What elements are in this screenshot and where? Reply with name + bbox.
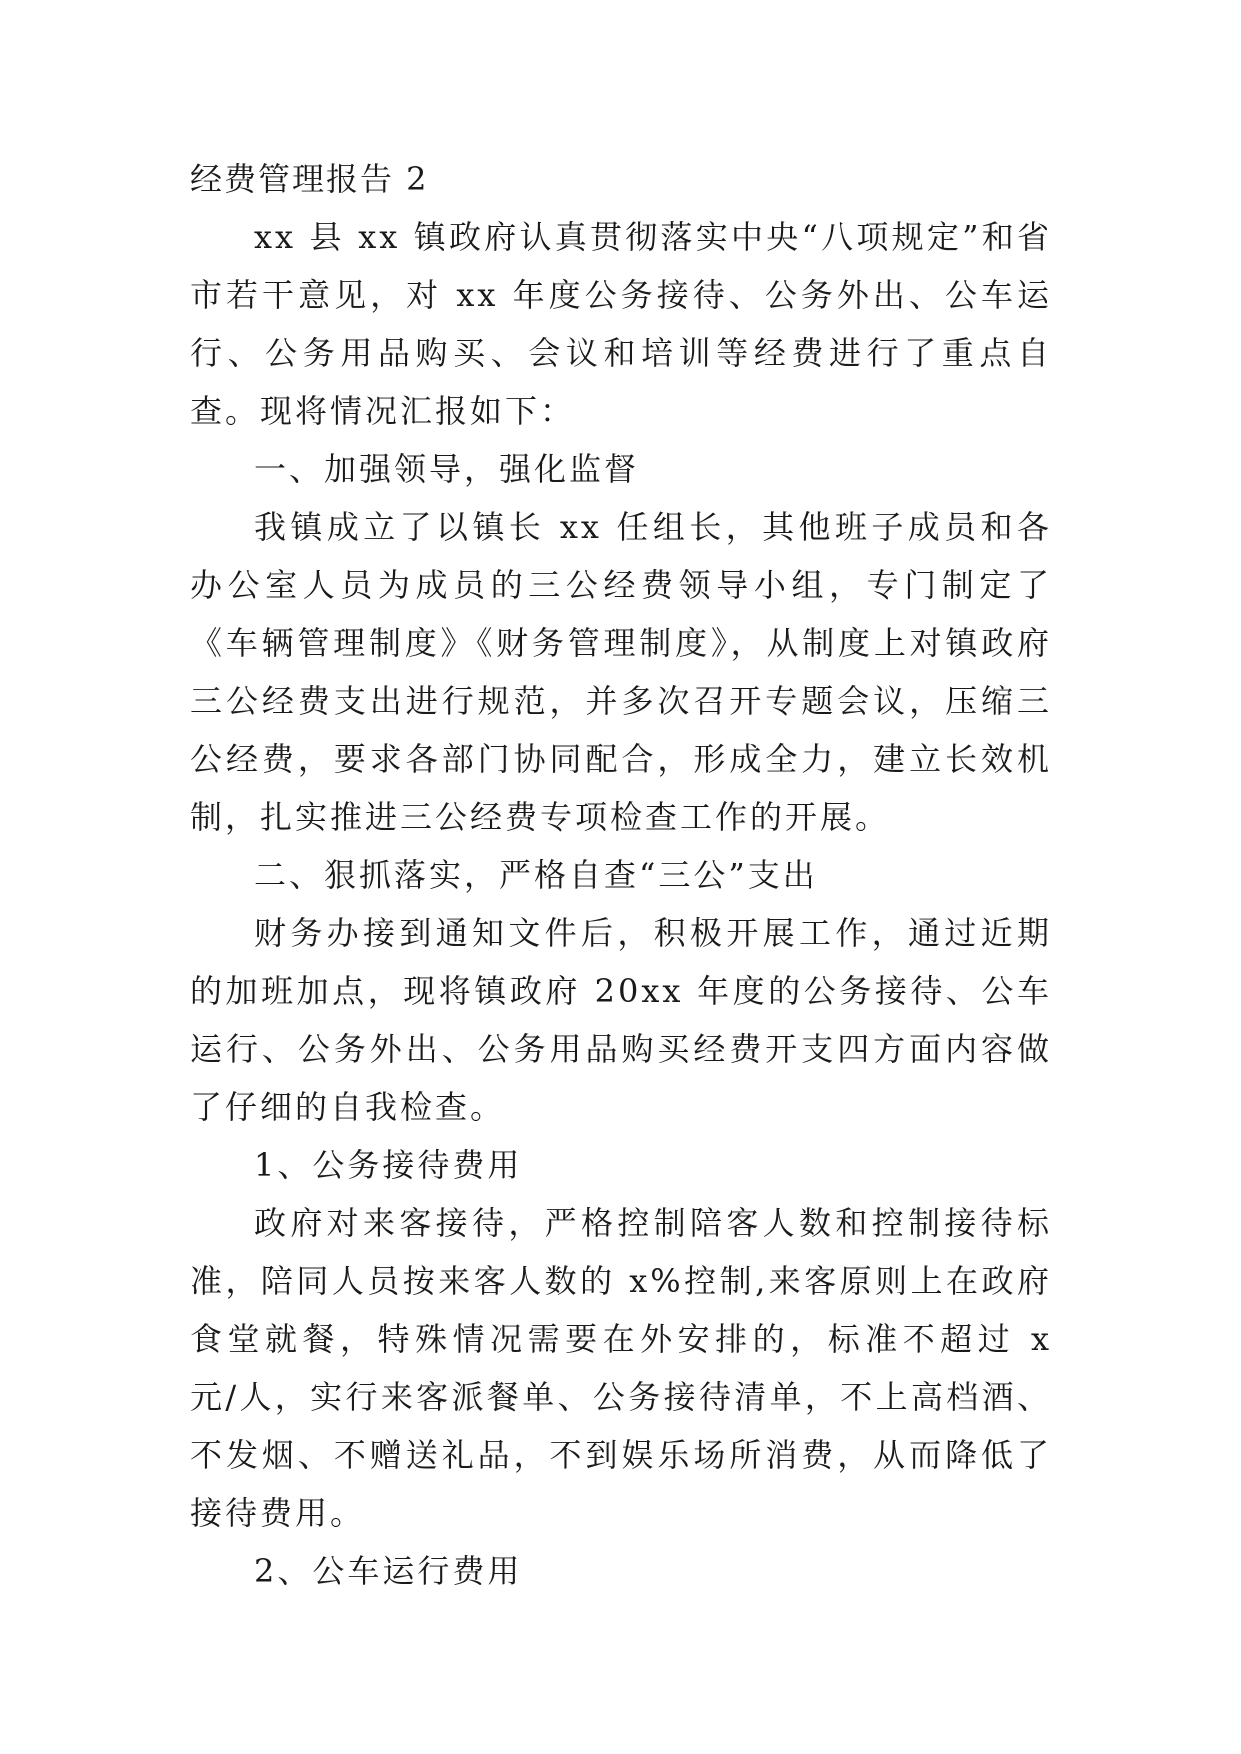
- document-page: [190, 150, 1052, 1600]
- document-title: 经费管理报告 2: [190, 160, 429, 198]
- paragraph-intro: xx 县 xx 镇政府认真贯彻落实中央“八项规定”和省市若干意见，对 xx 年度公务接待、公务外出、公车运行、公务用品购买、会议和培训等经费进行了重点自查。现将情况汇报如下：: [190, 218, 1052, 430]
- section-heading-1: 一、加强领导，强化监督: [254, 450, 640, 488]
- subsection-heading-vehicle: 2、公车运行费用: [254, 1552, 523, 1590]
- paragraph-leadership: 我镇成立了以镇长 xx 任组长，其他班子成员和各办公室人员为成员的三公经费领导小组，专门制定了《车辆管理制度》《财务管理制度》，从制度上对镇政府三公经费支出进行规范，并多次召开专题会议，压缩三公经费，要求各部门协同配合，形成全力，建立长效机制，扎实推进三公经费专项检查工作的开展。: [190, 508, 1052, 836]
- section-heading-2: 二、狠抓落实，严格自查“三公”支出: [254, 856, 818, 894]
- subsection-heading-reception: 1、公务接待费用: [254, 1146, 523, 1184]
- paragraph-self-check: 财务办接到通知文件后，积极开展工作，通过近期的加班加点，现将镇政府 20xx 年度的公务接待、公车运行、公务外出、公务用品购买经费开支四方面内容做了仔细的自我检查。: [190, 914, 1052, 1126]
- paragraph-reception: 政府对来客接待，严格控制陪客人数和控制接待标准，陪同人员按来客人数的 x%控制,来客原则上在政府食堂就餐，特殊情况需要在外安排的，标准不超过 x 元/人，实行来客派餐单、公务接待清单，不上高档酒、不发烟、不赠送礼品，不到娱乐场所消费，从而降低了接待费用。: [190, 1204, 1052, 1532]
